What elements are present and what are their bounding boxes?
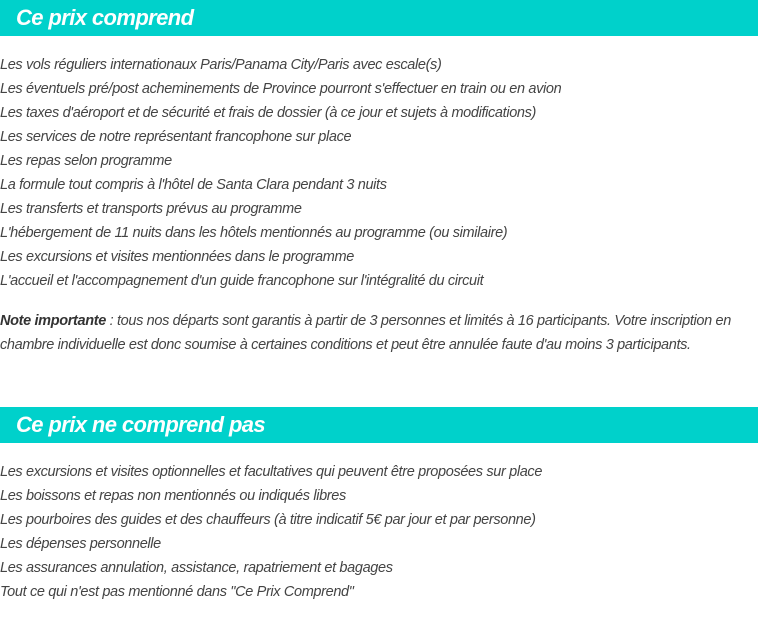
list-item: L'accueil et l'accompagnement d'un guide francophone sur l'intégralité du circuit [0,273,484,289]
important-note-label: Note importante [0,313,106,329]
important-note-text: : tous nos départs sont garantis à partir de 3 personnes et limités à 16 participants. Votre inscription en chambre individuelle est donc soumise à certaines conditions et peut être annulée faute d'au moins 3 participants. [0,313,731,353]
list-item: Les assurances annulation, assistance, rapatriement et bagages [0,560,393,576]
list-item: Les boissons et repas non mentionnés ou indiqués libres [0,488,346,504]
list-item: Les excursions et visites optionnelles et facultatives qui peuvent être proposées sur place [0,464,543,480]
list-item: Les dépenses personnelle [0,536,161,552]
list-item: Les services de notre représentant francophone sur place [0,129,352,145]
included-section-header [0,0,758,36]
list-item: Les repas selon programme [0,153,172,169]
excluded-section-title: Ce prix ne comprend pas [16,412,266,437]
important-note [0,309,756,357]
list-item: Les vols réguliers internationaux Paris/Panama City/Paris avec escale(s) [0,57,442,73]
list-item: Les taxes d'aéroport et de sécurité et frais de dossier (à ce jour et sujets à modifications) [0,105,537,121]
list-item: La formule tout compris à l'hôtel de Santa Clara pendant 3 nuits [0,177,387,193]
list-item: Tout ce qui n'est pas mentionné dans "Ce Prix Comprend" [0,584,354,600]
list-item: Les transferts et transports prévus au programme [0,201,302,217]
excluded-section-header [0,407,758,443]
included-items-list [0,53,561,293]
list-item: L'hébergement de 11 nuits dans les hôtels mentionnés au programme (ou similaire) [0,225,508,241]
excluded-items-list [0,460,542,604]
list-item: Les excursions et visites mentionnées dans le programme [0,249,354,265]
list-item: Les éventuels pré/post acheminements de Province pourront s'effectuer en train ou en avion [0,81,562,97]
included-section-title: Ce prix comprend [16,5,194,30]
list-item: Les pourboires des guides et des chauffeurs (à titre indicatif 5€ par jour et par personne) [0,512,536,528]
